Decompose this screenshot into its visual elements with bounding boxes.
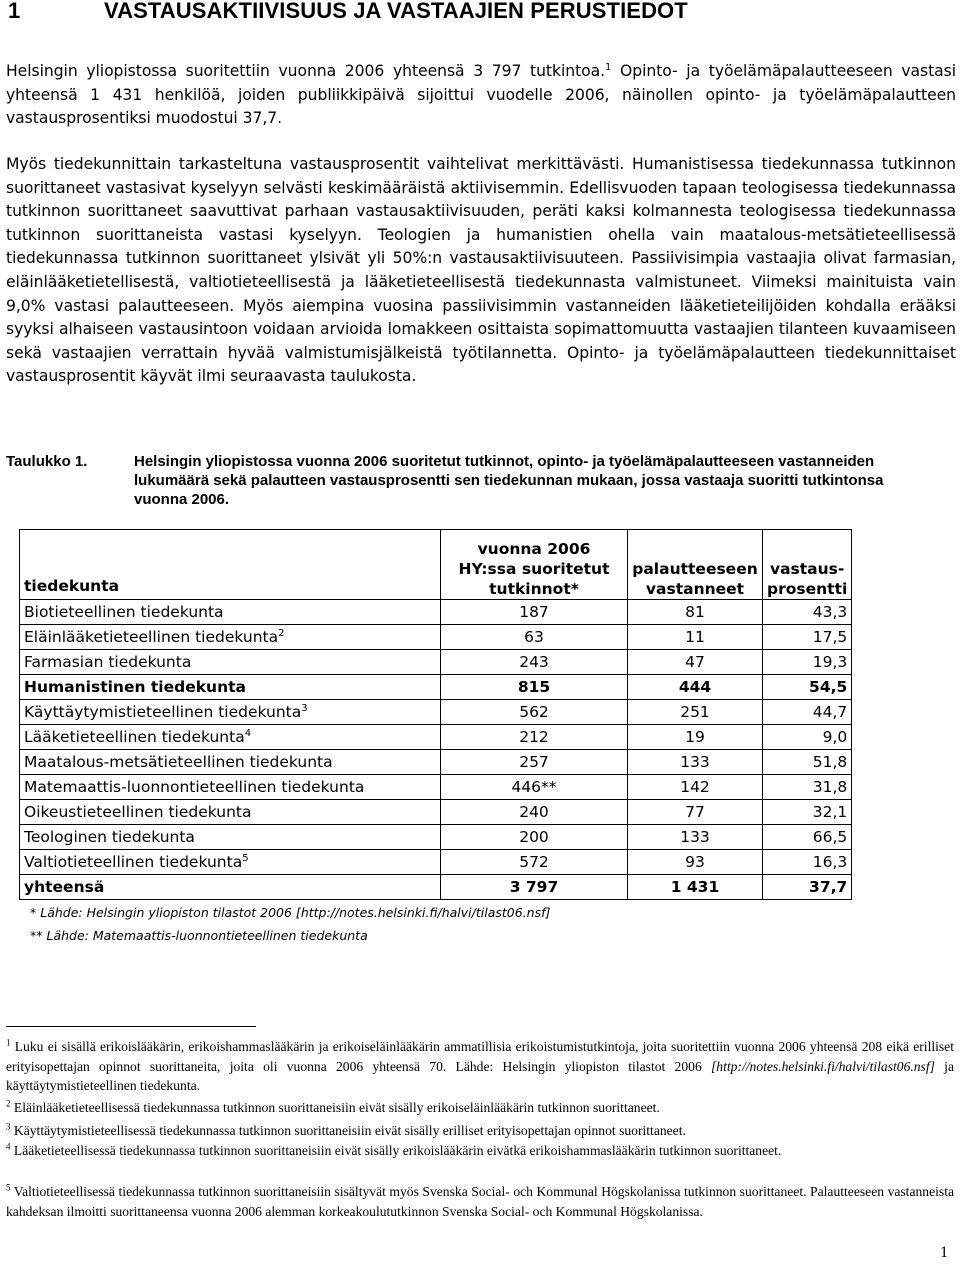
faculty-name: Käyttäytymistieteellinen tiedekunta [24, 703, 302, 721]
cell-faculty [20, 600, 441, 625]
response-rate-table [19, 529, 852, 900]
paragraph-faculties: Myös tiedekunnittain tarkasteltuna vastausprosentit vaihtelivat merkittävästi. Humanistisessa tiedekunnassa tutkinnon suorittaneet vastasivat kyselyyn selvästi keskimääräistä aktiivisemmin. Edellisvuoden tapaan teologisessa tiedekunnassa tutkinnon suorittaneet saavuttivat parhaan vastausaktiivisuuden, peräti kaksi kolmannesta teologisessa tiedekunnassa tutkinnon suorittaneista vastasi kyselyyn. Teologien ja humanistien ohella vain maatalous-metsätieteellisessä tiedekunnassa tutkinnon suorittaneet ylsivät yli 50%:n vastausaktiivisuuteen. Passiivisimpia vastaajia olivat farmasian, eläinlääketietellisestä, valtiotieteellisestä ja lääketieteellisestä tiedekunnasta valmistuneet. Viimeksi mainituista vain 9,0% vastasi palautteeseen. Myös aiempina vuosina passiivisimmin vastanneiden lääketieteilijöiden kohdalla erääksi syyksi alhaiseen vastausintoon voidaan arvioida lomakkeen osittaista sopimattomuutta vastaajien tilanteen kuvaamiseen sekä vastaajien verrattain hyvää valmistumisjälkeistä työtilannetta. Opinto- ja työelämäpalautteen tiedekunnittaiset vastausprosentit käyvät ilmi seuraavasta taulukosta. [6, 155, 956, 386]
cell-responded: 11 [628, 625, 763, 650]
header-degrees-line3: tutkinnot* [489, 580, 579, 598]
cell-faculty [20, 650, 441, 675]
footnote-1-number: 1 [6, 1037, 11, 1048]
footnote-separator [6, 1026, 256, 1027]
cell-faculty [20, 625, 441, 650]
cell-faculty [20, 750, 441, 775]
footnote-5 [6, 1182, 954, 1221]
table-row [20, 850, 852, 875]
cell-responded: 444 [628, 675, 763, 700]
footnote-ref: 2 [278, 627, 285, 639]
cell-responded: 77 [628, 800, 763, 825]
cell-responded: 133 [628, 825, 763, 850]
faculty-name: Teologinen tiedekunta [24, 828, 195, 846]
cell-percent: 51,8 [763, 750, 852, 775]
footnote-1-text: Luku ei sisällä erikoislääkärin, erikoishammaslääkärin ja erikoiseläinlääkärin ammatillisia erikoistumistutkintoja, joita suoritettiin vuonna 2006 yhteensä 208 eikä erilliset erityisopettajan opinnot suorittaneita, joita oli vuonna 2006 yhteensä 70. Lähde: Helsingin yliopiston tilastot 2006 [6, 1039, 954, 1074]
table-row [20, 825, 852, 850]
footnote-5-number: 5 [6, 1182, 11, 1193]
paragraph-intro-part1: Helsingin yliopistossa suoritettiin vuonna 2006 yhteensä 3 797 tutkintoa. [6, 62, 606, 80]
table-row [20, 650, 852, 675]
section-title: VASTAUSAKTIIVISUUS JA VASTAAJIEN PERUSTIEDOT [104, 0, 688, 23]
cell-degrees: 243 [441, 650, 628, 675]
header-percent-line1: vastaus- [769, 560, 845, 578]
footnote-ref: 3 [301, 702, 308, 714]
faculty-name: Humanistinen tiedekunta [24, 678, 246, 696]
section-number: 1 [8, 0, 21, 23]
faculty-name: Farmasian tiedekunta [24, 653, 192, 671]
cell-responded: 133 [628, 750, 763, 775]
footnote-ref: 4 [244, 727, 252, 739]
table-header-row [20, 530, 852, 600]
footnote-1-text-end: ja käyttäytymistieteellinen tiedekunta. [6, 1058, 954, 1093]
cell-percent: 37,7 [763, 875, 852, 900]
cell-percent: 9,0 [763, 725, 852, 750]
faculty-name: Valtiotieteellinen tiedekunta [24, 853, 243, 871]
footnote-1 [6, 1037, 954, 1096]
faculty-name: Oikeustieteellinen tiedekunta [24, 803, 252, 821]
footnote-2-number: 2 [6, 1098, 11, 1109]
cell-responded: 19 [628, 725, 763, 750]
cell-faculty [20, 700, 441, 725]
table-row [20, 875, 852, 900]
footnote-ref: 5 [242, 852, 249, 864]
faculty-name: Biotieteellinen tiedekunta [24, 603, 224, 621]
footnote-2 [6, 1098, 954, 1118]
table-row [20, 600, 852, 625]
footnote-3-number: 3 [6, 1121, 11, 1132]
cell-degrees: 212 [441, 725, 628, 750]
footnote-1-link: [http://notes.helsinki.fi/halvi/tilast06.nsf] [711, 1058, 935, 1074]
table-caption-text: Helsingin yliopistossa vuonna 2006 suoritetut tutkinnot, opinto- ja työelämäpalautteeseen vastanneiden lukumäärä sekä palautteen vastausprosentti sen tiedekunnan mukaan, jossa vastaaja suoritti tutkintonsa vuonna 2006. [134, 453, 884, 508]
table-row [20, 800, 852, 825]
cell-degrees: 562 [441, 700, 628, 725]
section-heading [8, 0, 688, 24]
paragraph-intro-part2: Opinto- ja työelämäpalautteeseen vastasi yhteensä 1 431 henkilöä, joiden publiikkipäivä sijoittui vuodelle 2006, näinollen opinto- ja työelämäpalautteen vastausprosentiksi muodostui 37,7. [6, 62, 956, 128]
cell-degrees: 572 [441, 850, 628, 875]
table-row [20, 625, 852, 650]
header-responded-line1: palautteeseen [632, 560, 758, 578]
cell-faculty [20, 850, 441, 875]
faculty-name: Lääketieteellinen tiedekunta [24, 728, 245, 746]
footnote-3 [6, 1121, 954, 1141]
cell-faculty [20, 875, 441, 900]
footnote-2-text: Eläinlääketieteellisessä tiedekunnassa tutkinnon suorittaneisiin eivät sisälly erikoiseläinlääkärin tutkinnon suorittaneet. [10, 1100, 660, 1115]
cell-faculty [20, 675, 441, 700]
footnote-4-text: Lääketieteellisessä tiedekunnassa tutkinnon suorittaneisiin eivät sisälly erikoislääkärin eivätkä erikoishammaslääkärin tutkinnon suorittaneet. [10, 1143, 782, 1158]
header-percent-line2: prosentti [767, 580, 848, 598]
cell-degrees: 240 [441, 800, 628, 825]
cell-degrees: 257 [441, 750, 628, 775]
cell-percent: 66,5 [763, 825, 852, 850]
footnote-4 [6, 1141, 954, 1161]
cell-percent: 44,7 [763, 700, 852, 725]
table-row [20, 675, 852, 700]
page-number: 1 [940, 1244, 948, 1261]
faculty-name: yhteensä [24, 878, 105, 896]
faculty-name: Maatalous-metsätieteellinen tiedekunta [24, 753, 333, 771]
header-degrees-line2: HY:ssa suoritetut [458, 560, 610, 578]
cell-percent: 16,3 [763, 850, 852, 875]
cell-percent: 54,5 [763, 675, 852, 700]
cell-responded: 81 [628, 600, 763, 625]
cell-percent: 31,8 [763, 775, 852, 800]
cell-responded: 93 [628, 850, 763, 875]
faculty-name: Eläinlääketieteellinen tiedekunta [24, 628, 279, 646]
cell-responded: 1 431 [628, 875, 763, 900]
cell-responded: 47 [628, 650, 763, 675]
cell-faculty [20, 825, 441, 850]
cell-degrees: 187 [441, 600, 628, 625]
cell-degrees: 63 [441, 625, 628, 650]
header-faculty: tiedekunta [20, 530, 441, 600]
header-responded-line2: vastanneet [645, 580, 745, 598]
footnote-3-text: Käyttäytymistieteellisessä tiedekunnassa tutkinnon suorittaneisiin eivät sisälly erilliset erityisopettajan opinnot suorittaneet. [10, 1123, 686, 1138]
header-degrees-line1: vuonna 2006 [477, 540, 591, 558]
cell-degrees: 3 797 [441, 875, 628, 900]
table-body [20, 600, 852, 900]
table-row [20, 700, 852, 725]
cell-faculty [20, 725, 441, 750]
paragraph-intro [6, 60, 956, 131]
footnote-5-text: Valtiotieteellisessä tiedekunnassa tutkinnon suorittaneisiin sisältyvät myös Svenska Social- och Kommunal Högskolanissa tutkinnon suorittaneet. Palautteeseen vastanneista kahdeksan ilmoitti suorittaneensa vuonna 2006 alemman korkeakoulututkinnon Svenska Social- och Kommunal Högskolanissa. [6, 1184, 954, 1219]
cell-degrees: 815 [441, 675, 628, 700]
cell-degrees: 446** [441, 775, 628, 800]
cell-faculty [20, 800, 441, 825]
cell-responded: 251 [628, 700, 763, 725]
cell-percent: 19,3 [763, 650, 852, 675]
header-responded [628, 530, 763, 600]
source-note-1: * Lähde: Helsingin yliopiston tilastot 2006 [http://notes.helsinki.fi/halvi/tilast06.nsf] [30, 905, 551, 920]
header-degrees [441, 530, 628, 600]
header-percent [763, 530, 852, 600]
table-row [20, 725, 852, 750]
table-caption-label: Taulukko 1. [6, 453, 88, 470]
cell-responded: 142 [628, 775, 763, 800]
cell-degrees: 200 [441, 825, 628, 850]
footnote-4-number: 4 [6, 1141, 11, 1152]
cell-percent: 17,5 [763, 625, 852, 650]
table-row [20, 775, 852, 800]
cell-percent: 43,3 [763, 600, 852, 625]
faculty-name: Matemaattis-luonnontieteellinen tiedekunta [24, 778, 365, 796]
footnote-ref-1: 1 [605, 61, 612, 73]
table-row [20, 750, 852, 775]
cell-percent: 32,1 [763, 800, 852, 825]
source-note-2: ** Lähde: Matemaattis-luonnontieteellinen tiedekunta [30, 928, 368, 943]
cell-faculty [20, 775, 441, 800]
